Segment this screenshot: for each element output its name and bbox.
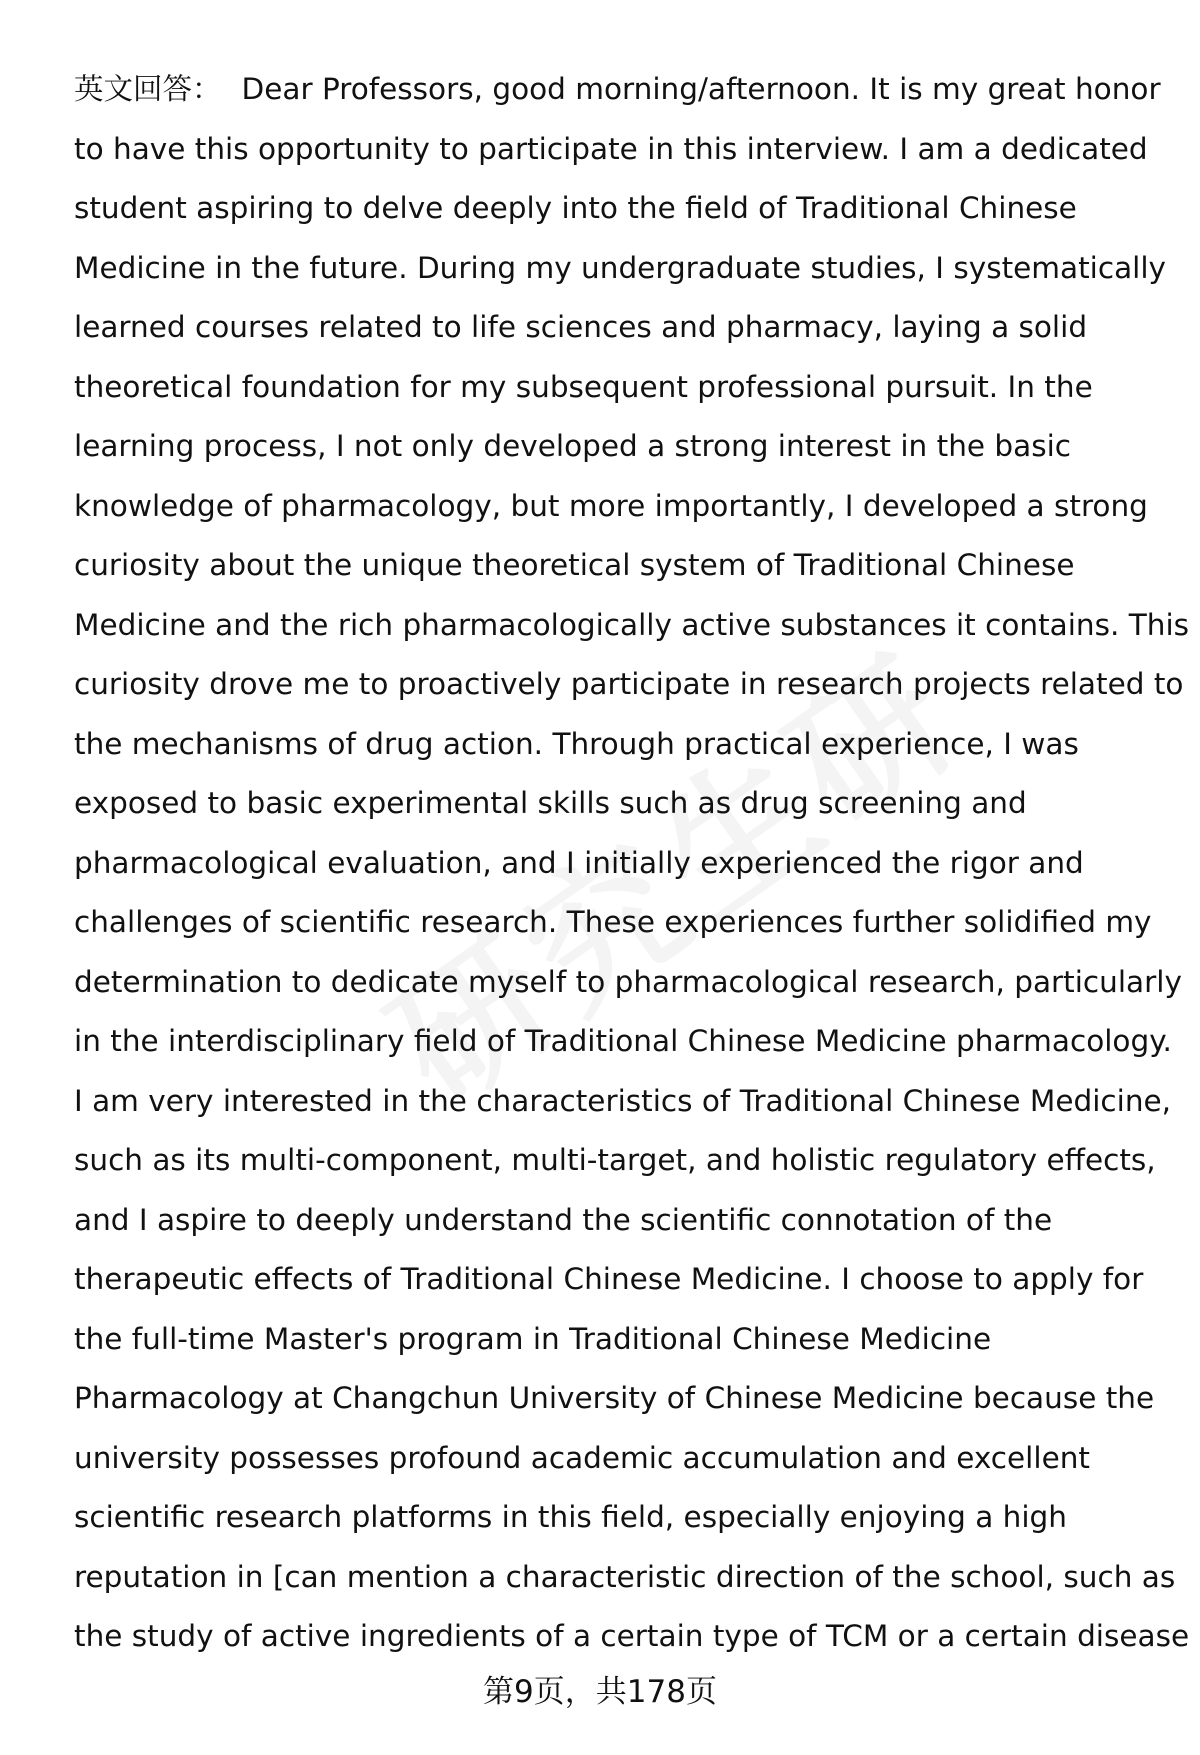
text-line: and I aspire to deeply understand the scientific connotation of the xyxy=(74,1202,1053,1237)
text-line: determination to dedicate myself to pharmacological research, particularly xyxy=(74,964,1182,999)
text-line: Medicine in the future. During my undergraduate studies, I systematically xyxy=(74,250,1167,285)
text-line: Pharmacology at Changchun University of Chinese Medicine because the xyxy=(74,1381,1155,1415)
answer-body xyxy=(74,60,1190,1667)
text-line: 英文回答： Dear Professors, good morning/afternoon. It is my great honor xyxy=(74,72,1161,106)
text-line: challenges of scientific research. These experiences further solidified my xyxy=(74,905,1152,939)
page-number: 第9页，共178页 xyxy=(483,1674,717,1710)
text-line: in the interdisciplinary field of Traditional Chinese Medicine pharmacology. xyxy=(74,1024,1172,1058)
text-line: curiosity about the unique theoretical system of Traditional Chinese xyxy=(74,548,1075,582)
answer-label: 英文回答： xyxy=(74,72,222,106)
text-line: the full-time Master's program in Traditional Chinese Medicine xyxy=(74,1321,992,1356)
text-line: Medicine and the rich pharmacologically active substances it contains. This xyxy=(74,607,1190,642)
text-line: theoretical foundation for my subsequent professional pursuit. In the xyxy=(74,369,1093,404)
text-line: I am very interested in the characteristics of Traditional Chinese Medicine, xyxy=(74,1083,1172,1118)
text-line: learning process, I not only developed a strong interest in the basic xyxy=(74,429,1072,463)
text-line: pharmacological evaluation, and I initially experienced the rigor and xyxy=(74,845,1084,880)
text-line: to have this opportunity to participate in this interview. I am a dedicated xyxy=(74,131,1148,166)
text-line: exposed to basic experimental skills such as drug screening and xyxy=(74,786,1027,820)
text-line: the mechanisms of drug action. Through practical experience, I was xyxy=(74,726,1079,761)
text-line: learned courses related to life sciences and pharmacy, laying a solid xyxy=(74,310,1088,344)
text-line: knowledge of pharmacology, but more importantly, I developed a strong xyxy=(74,488,1148,523)
text-line: therapeutic effects of Traditional Chinese Medicine. I choose to apply for xyxy=(74,1262,1144,1296)
text-line: student aspiring to delve deeply into the field of Traditional Chinese xyxy=(74,191,1077,225)
text-line: scientific research platforms in this field, especially enjoying a high xyxy=(74,1500,1067,1534)
text-line: the study of active ingredients of a certain type of TCM or a certain disease xyxy=(74,1619,1190,1653)
text-line: university possesses profound academic accumulation and excellent xyxy=(74,1440,1090,1475)
text-line: curiosity drove me to proactively participate in research projects related to xyxy=(74,667,1184,701)
text-line: reputation in [can mention a characteristic direction of the school, such as xyxy=(74,1559,1176,1594)
text-line: such as its multi-component, multi-target, and holistic regulatory effects, xyxy=(74,1143,1156,1177)
